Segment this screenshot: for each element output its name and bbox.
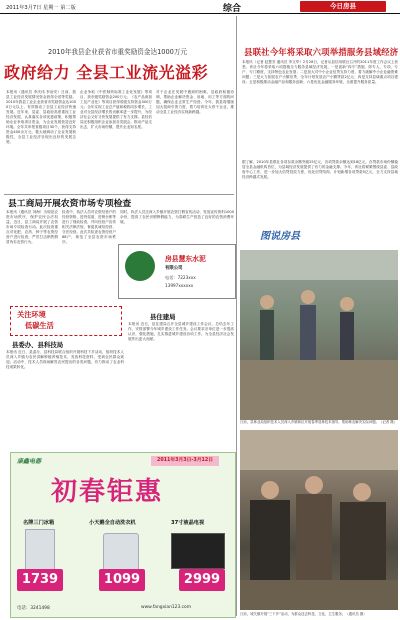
product-name: 名牌三门冰箱 [23, 520, 55, 526]
ad-phone-mobile: 13997xxxxxx [165, 283, 194, 288]
section-title: 综合 [223, 4, 242, 14]
banner-title: 图说房县 [260, 231, 300, 242]
newspaper-logo: 今日房县 [300, 1, 386, 12]
article-body: 企业争取《中医制药标准工业化发展》等项目，获市级奖励资金200万元；《农产品深加工及产业化》等项目获得省级支持资金300万元；全年实现工业总产值和税收同步增长，工业对全县经济增长的贡献率进一步提升，为经济社会又好又快发展提供了有力支撑。县经信局还积极组织企业参加各类展会，推动产品走出去，扩大市场份额，提升企业知名度。 [80, 90, 152, 129]
article-headline: 县联社今年将采取六项举措服务县域经济 [244, 47, 399, 57]
tv-image [171, 533, 225, 569]
article-body: 本报讯（通讯员 李庆伟 李治安）日前，我县工业经济发展情况资金获得全省等奖励。2010年我县工业企业获省市奖励资金达1000万元以上，有效推动了全县工业经济快速发展。近年来，县委、县政府高度重视工业经济发展，认真落实各项优惠政策，积极帮助企业争取项目资金，为企业发展营造良好环境。全年共申报省级项目30个，获得支持资金400余万元，极大地调动了企业发展积极性，全县工业经济呈现出良好的发展态势。 [6, 90, 76, 144]
eco-slogan-card [10, 306, 122, 336]
ad-website[interactable]: www.fangxian123.com [141, 605, 192, 610]
cement-company-ad[interactable] [118, 244, 236, 299]
article-subtitle: 2010年我县企业获省市重奖励资金达1000万元 [48, 48, 188, 56]
article-body: 对于企业在发展中遇到的困难，县政府积极协调，帮助企业解决资金、用地、用工等方面的问题，确保企业正常生产经营。今年，我县将继续加大招商引资力度，着力培育壮大骨干企业，推动全县工业经济实现新跨越。 [156, 90, 234, 114]
photo-caption: 日前，城关镇开展“三下乡”活动，为群众送去科技、文化、卫生服务。（通讯员 摄） [240, 612, 367, 616]
news-photo-forestry [240, 250, 398, 420]
article-body: 同时，执法人员还深入乡镇开展农资打假宣传活动，发放宣传资料1000余份，提高了农民识假辨假能力，为春耕生产营造了良好的农资消费环境。 [120, 210, 234, 224]
article-body: 本报讯（通讯员 刘海）为规范农资市场秩序，保护农民合法权益，近日，县工商局开展了农资市场专项检查行动。此次检查重点对化肥、农药、种子等农资经营户进行检查，严厉打击销售假冒伪劣农资行为。 [6, 210, 58, 244]
news-photo-outreach [240, 430, 398, 610]
divider [4, 194, 234, 195]
company-emblem-icon [125, 251, 155, 281]
slogan-line: 关注环境 [17, 310, 46, 319]
photo-caption: 日前，县林业局组织技术人员深入乡镇林区开展春季造林技术指导，帮助林农解决实际问题。（记者 摄） [240, 420, 398, 424]
ad-phone: 电话：7223xxx [165, 275, 196, 280]
ad-company-name: 房县慧东水泥 [165, 255, 206, 263]
product-name: 37寸液晶电视 [171, 520, 205, 526]
photo-scene-icon [240, 430, 398, 610]
price-tag: 2999 [179, 569, 225, 591]
article-body: 本报讯 近日，县委办、县科技局联合组织开展科技下乡活动，组织技术人员深入乡镇为农民讲解种植养殖技术，发放科技资料，受到农民群众欢迎。活动中，技术人员现场解答农民提出的各类问题，有力推动了农业科技成果转化。 [6, 350, 124, 369]
photo-section-banner [240, 226, 400, 242]
article-body: 本报讯（记者 赵慧芳 通讯员 李文华）2月28日，记者从县信用联社召开的2011年度工作会议上获悉，该社今年将采取六项措施全力服务县域经济发展。一是创新“四专”措施，即专人、专项、专户、专门额度，支持特色农业发展；二是加大对中小企业信贷支持力度，着力破解中小企业融资难问题；三是大力拓展农户小额信贷，全年计划发放农户小额贷款2亿元；四是支持县域重点项目建设；五是积极推动金融产品和服务创新；六是优化金融服务环境，全面提升服务质量。 [242, 60, 398, 84]
price-tag: 1099 [99, 569, 145, 591]
article-body: 检查中，执法人员对农资经营户的经营资格、进货渠道、进销台账等进行了细致检查，并向经营户宣传相关法律法规，督促其诚信经营、守法经营。此次共检查农资经营户68户，规范了全县农资市场秩序。 [62, 210, 116, 244]
ad-brand: 康鑫电器 [17, 458, 42, 465]
ad-big-slogan: 初春钜惠 [51, 477, 164, 507]
photo-scene-icon [240, 250, 398, 420]
article-headline: 政府给力 全县工业流光溢彩 [4, 63, 209, 82]
issue-date: 2011年3月7日 星期一 第二版 [6, 5, 76, 11]
ad-company-sub: 有限公司 [165, 266, 183, 271]
column-divider [236, 16, 237, 616]
article-headline: 县工商局开展农资市场专项检查 [8, 199, 132, 209]
ad-phone: 电话：3241498 [17, 606, 50, 611]
article-headline: 县住建局 [150, 313, 176, 321]
page-header [0, 0, 400, 14]
product-name: 小天鹅全自动洗衣机 [89, 520, 136, 526]
price-tag: 1739 [17, 569, 63, 591]
article-body: 本报讯 近日，县住建局召开全县城乡建设工作会议，总结去年工作，安排部署今年城乡建设工作任务。会议要求各单位进一步提高认识，强化措施，扎实推进城乡建设各项工作，为全县经济社会发展作出更大贡献。 [128, 322, 234, 341]
slogan-line: 低碳生活 [25, 321, 54, 330]
article-body: 据了解，2010年县联社各项存款余额突破25亿元，各项贷款余额达到18亿元，存贷款市场份额稳居全县金融机构首位，为县域经济发展提供了有力的金融支撑。今年，该社将紧紧围绕县委、县政府中心工作，进一步加大信贷投放力度，优化信贷结构，计划新增各项贷款5亿元，全力支持县域经济跨越式发展。 [242, 160, 398, 179]
appliance-promo-ad[interactable] [10, 452, 236, 618]
ad-date-badge: 2011年3月3日-3月12日 [151, 456, 219, 466]
article-headline: 县委办、县科技局 [12, 341, 64, 349]
